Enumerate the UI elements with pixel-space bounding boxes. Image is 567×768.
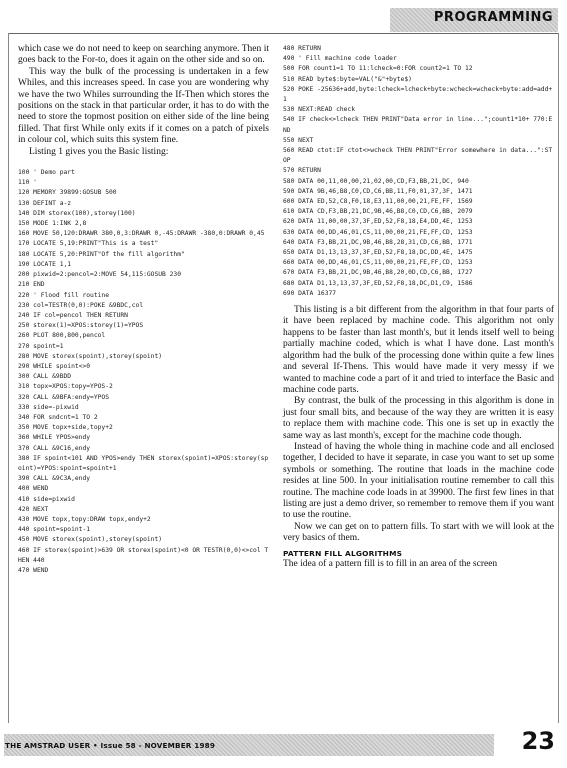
code-line: 570 RETURN — [283, 167, 321, 175]
code-line: 210 END — [18, 281, 45, 289]
code-line: 170 LOCATE 5,19:PRINT"This is a test" — [18, 240, 159, 248]
code-line: 540 IF check<>lcheck THEN PRINT"Data error in line...";count1*10+ 770:END — [283, 116, 553, 134]
code-line: 550 NEXT — [283, 136, 314, 144]
code-line: 400 WEND — [18, 485, 49, 493]
code-line: 230 col=TESTR(0,0):POKE &9BDC,col — [18, 301, 144, 309]
code-line: 280 MOVE storex(spoint),storey(spoint) — [18, 352, 163, 360]
code-line: 110 ' — [18, 179, 37, 187]
body-paragraph: Listing 1 gives you the Basic listing: — [29, 146, 169, 157]
code-line: 240 IF col=pencol THEN RETURN — [18, 311, 128, 319]
code-line: 590 DATA 9B,46,B8,C0,CD,C6,BB,11,F0,01,37,3F, 1471 — [283, 187, 473, 195]
code-line: 530 NEXT:READ check — [283, 106, 356, 114]
code-line: 680 DATA D1,13,13,37,3F,ED,52,F8,18,DC,D1,C9, 1586 — [283, 279, 473, 287]
body-paragraph: This listing is a bit different from the algorithm in that four parts of it have been replaced by machine code. This algorithm not only happens to be faster than last month's, but it lends itself well to being partially machine coded, which is what I have done. Last month's algorithm had the bulk of the processing done within quite a few lines and several If-Thens. This would have made it very messy if we wanted to machine code a part of it and tried to interface the Basic and machine code parts. — [283, 305, 554, 395]
code-line: 660 DATA 00,DD,46,01,C5,11,00,00,21,FE,FF,CD, 1253 — [283, 259, 473, 267]
code-line: 100 ' Demo part — [18, 169, 75, 177]
code-line: 390 CALL &9C3A,endy — [18, 475, 91, 483]
code-line: 290 WHILE spoint<>0 — [18, 362, 91, 370]
code-line: 140 DIM storex(100),storey(100) — [18, 209, 136, 217]
code-line: 370 CALL &9C16,endy — [18, 444, 91, 452]
code-line: 630 DATA 00,DD,46,01,C5,11,00,00,21,FE,FF,CD, 1253 — [283, 228, 473, 236]
code-line: 120 MEMORY 39899:GOSUB 500 — [18, 189, 117, 197]
header-rule — [8, 33, 559, 34]
code-line: 480 RETURN — [283, 45, 321, 52]
code-line: 670 DATA F3,BB,21,DC,9B,46,B8,20,0D,CD,C6,BB, 1727 — [283, 269, 473, 277]
code-line: 420 NEXT — [18, 505, 49, 513]
code-line: 450 MOVE storex(spoint),storey(spoint) — [18, 536, 163, 544]
code-line: 200 pixwid=2:pencol=2:MOVE 54,115:GOSUB 230 — [18, 271, 182, 279]
body-paragraph: The idea of a pattern fill is to fill in an area of the screen — [283, 558, 498, 569]
code-line: 650 DATA D1,13,13,37,3F,ED,52,F8,18,DC,DD,4E, 1475 — [283, 249, 473, 257]
footer-publication: THE AMSTRAD USER • Issue 58 - NOVEMBER 1989 — [5, 741, 216, 750]
section-heading: PATTERN FILL ALGORITHMS — [283, 548, 403, 558]
code-line: 620 DATA 11,00,00,37,3F,ED,52,F8,18,E4,DD,4E, 1253 — [283, 218, 473, 226]
code-line: 490 ' Fill machine code loader — [283, 55, 397, 63]
code-line: 150 MODE 1:INK 2,8 — [18, 220, 87, 228]
code-line: 330 side=-pixwid — [18, 403, 79, 411]
right-column — [283, 44, 554, 570]
body-paragraph: which case we do not need to keep on searching anymore. Then it goes back to the For-to, does it again on the other side and so on. — [18, 44, 269, 66]
body-paragraph: Instead of having the whole thing in machine code and all enclosed together, I decided to have it separate, in case you want to set up some symbols or something. The routine that loads in the machine code resides at line 500. In your initialisation routine remember to call this routine. The machine code loads in at 39900. The first few lines in that listing are just a demo driver, so remember to remove them if you want to use the routine. — [283, 441, 554, 521]
code-line: 470 WEND — [18, 566, 49, 574]
body-paragraph: This way the bulk of the processing is undertaken in a few Whiles, and this increases speed. In case you are wondering why we have the two Whiles surrounding the If-Then which stores the positions on the stack in that particular order, it has to do with the need to store the topmost position on either side of the line being filled. That first While only exits if it comes on a patch of pixels in colour col, which suits this system fine. — [18, 66, 269, 146]
code-line: 600 DATA ED,52,C8,F0,18,E3,11,00,00,21,FE,FF, 1569 — [283, 198, 473, 206]
code-line: 300 CALL &9BDD — [18, 373, 72, 381]
code-line: 610 DATA CD,F3,BB,21,DC,9B,46,B8,C0,CD,C6,BB, 2079 — [283, 208, 473, 216]
code-line: 500 FOR count1=1 TO 11:lcheck=0:FOR count2=1 TO 12 — [283, 65, 473, 73]
code-line: 690 DATA 16377 — [283, 289, 337, 297]
code-line: 510 READ byte$:byte=VAL("&"+byte$) — [283, 75, 412, 83]
code-line: 640 DATA F3,BB,21,DC,9B,46,B8,28,31,CD,C6,BB, 1771 — [283, 238, 473, 246]
code-line: 160 MOVE 50,120:DRAWR 380,0,3:DRAWR 0,-45:DRAWR -380,0:DRAWR 0,45 — [18, 230, 265, 238]
section-title: PROGRAMMING — [433, 10, 553, 25]
code-line: 520 POKE -25636+add,byte:lcheck=lcheck+byte:wcheck=wcheck+byte:add=add+1 — [283, 85, 553, 104]
body-paragraph: Now we can get on to pattern fills. To start with we will look at the very basics of them. — [283, 521, 554, 544]
code-line: 440 spoint=spoint-1 — [18, 526, 91, 534]
left-column — [18, 44, 269, 576]
code-line: 250 storex(1)=XPOS:storey(1)=YPOS — [18, 322, 144, 330]
page-number: 23 — [521, 727, 555, 755]
code-line: 410 side=pixwid — [18, 495, 75, 503]
code-line: 380 IF spoint<101 AND YPOS>endy THEN storex(spoint)=XPOS:storey(spoint)=YPOS:spoint=spoint+1 — [18, 454, 269, 472]
basic-listing — [18, 168, 269, 576]
body-paragraph: By contrast, the bulk of the processing in this algorithm is done in just four small bits, and because of the way they are written it is easy to replace them with machine code. This one is set up in exactly the same way as last month's, except for the machine code though. — [283, 396, 554, 441]
left-border — [8, 33, 9, 723]
code-line: 180 LOCATE 5,20:PRINT"Of the fill algorithm" — [18, 250, 185, 258]
code-line: 260 PLOT 800,800,pencol — [18, 332, 106, 340]
code-line: 580 DATA 00,11,00,00,21,02,00,CD,F3,BB,21,DC, 940 — [283, 177, 469, 185]
right-border — [558, 33, 559, 723]
code-line: 340 FOR sndcnt=1 TO 2 — [18, 413, 98, 421]
code-line: 310 topx=XPOS:topy=YPOS-2 — [18, 383, 113, 391]
code-line: 560 READ ctot:IF ctot<>wcheck THEN PRINT"Error somewhere in data...":STOP — [283, 147, 553, 165]
code-line: 190 LOCATE 1,1 — [18, 260, 72, 268]
basic-listing-continued — [283, 44, 554, 299]
code-line: 360 WHILE YPOS>endy — [18, 434, 91, 442]
code-line: 270 spoint=1 — [18, 342, 64, 350]
code-line: 460 IF storex(spoint)>639 OR storex(spoint)<0 OR TESTR(0,0)<>col THEN 440 — [18, 546, 269, 564]
code-line: 350 MOVE topx+side,topy+2 — [18, 424, 113, 432]
code-line: 220 ' Flood fill routine — [18, 291, 109, 299]
code-line: 320 CALL &9BFA:endy=YPOS — [18, 393, 109, 401]
code-line: 130 DEFINT a-z — [18, 199, 72, 207]
code-line: 430 MOVE topx,topy:DRAW topx,endy+2 — [18, 515, 151, 523]
